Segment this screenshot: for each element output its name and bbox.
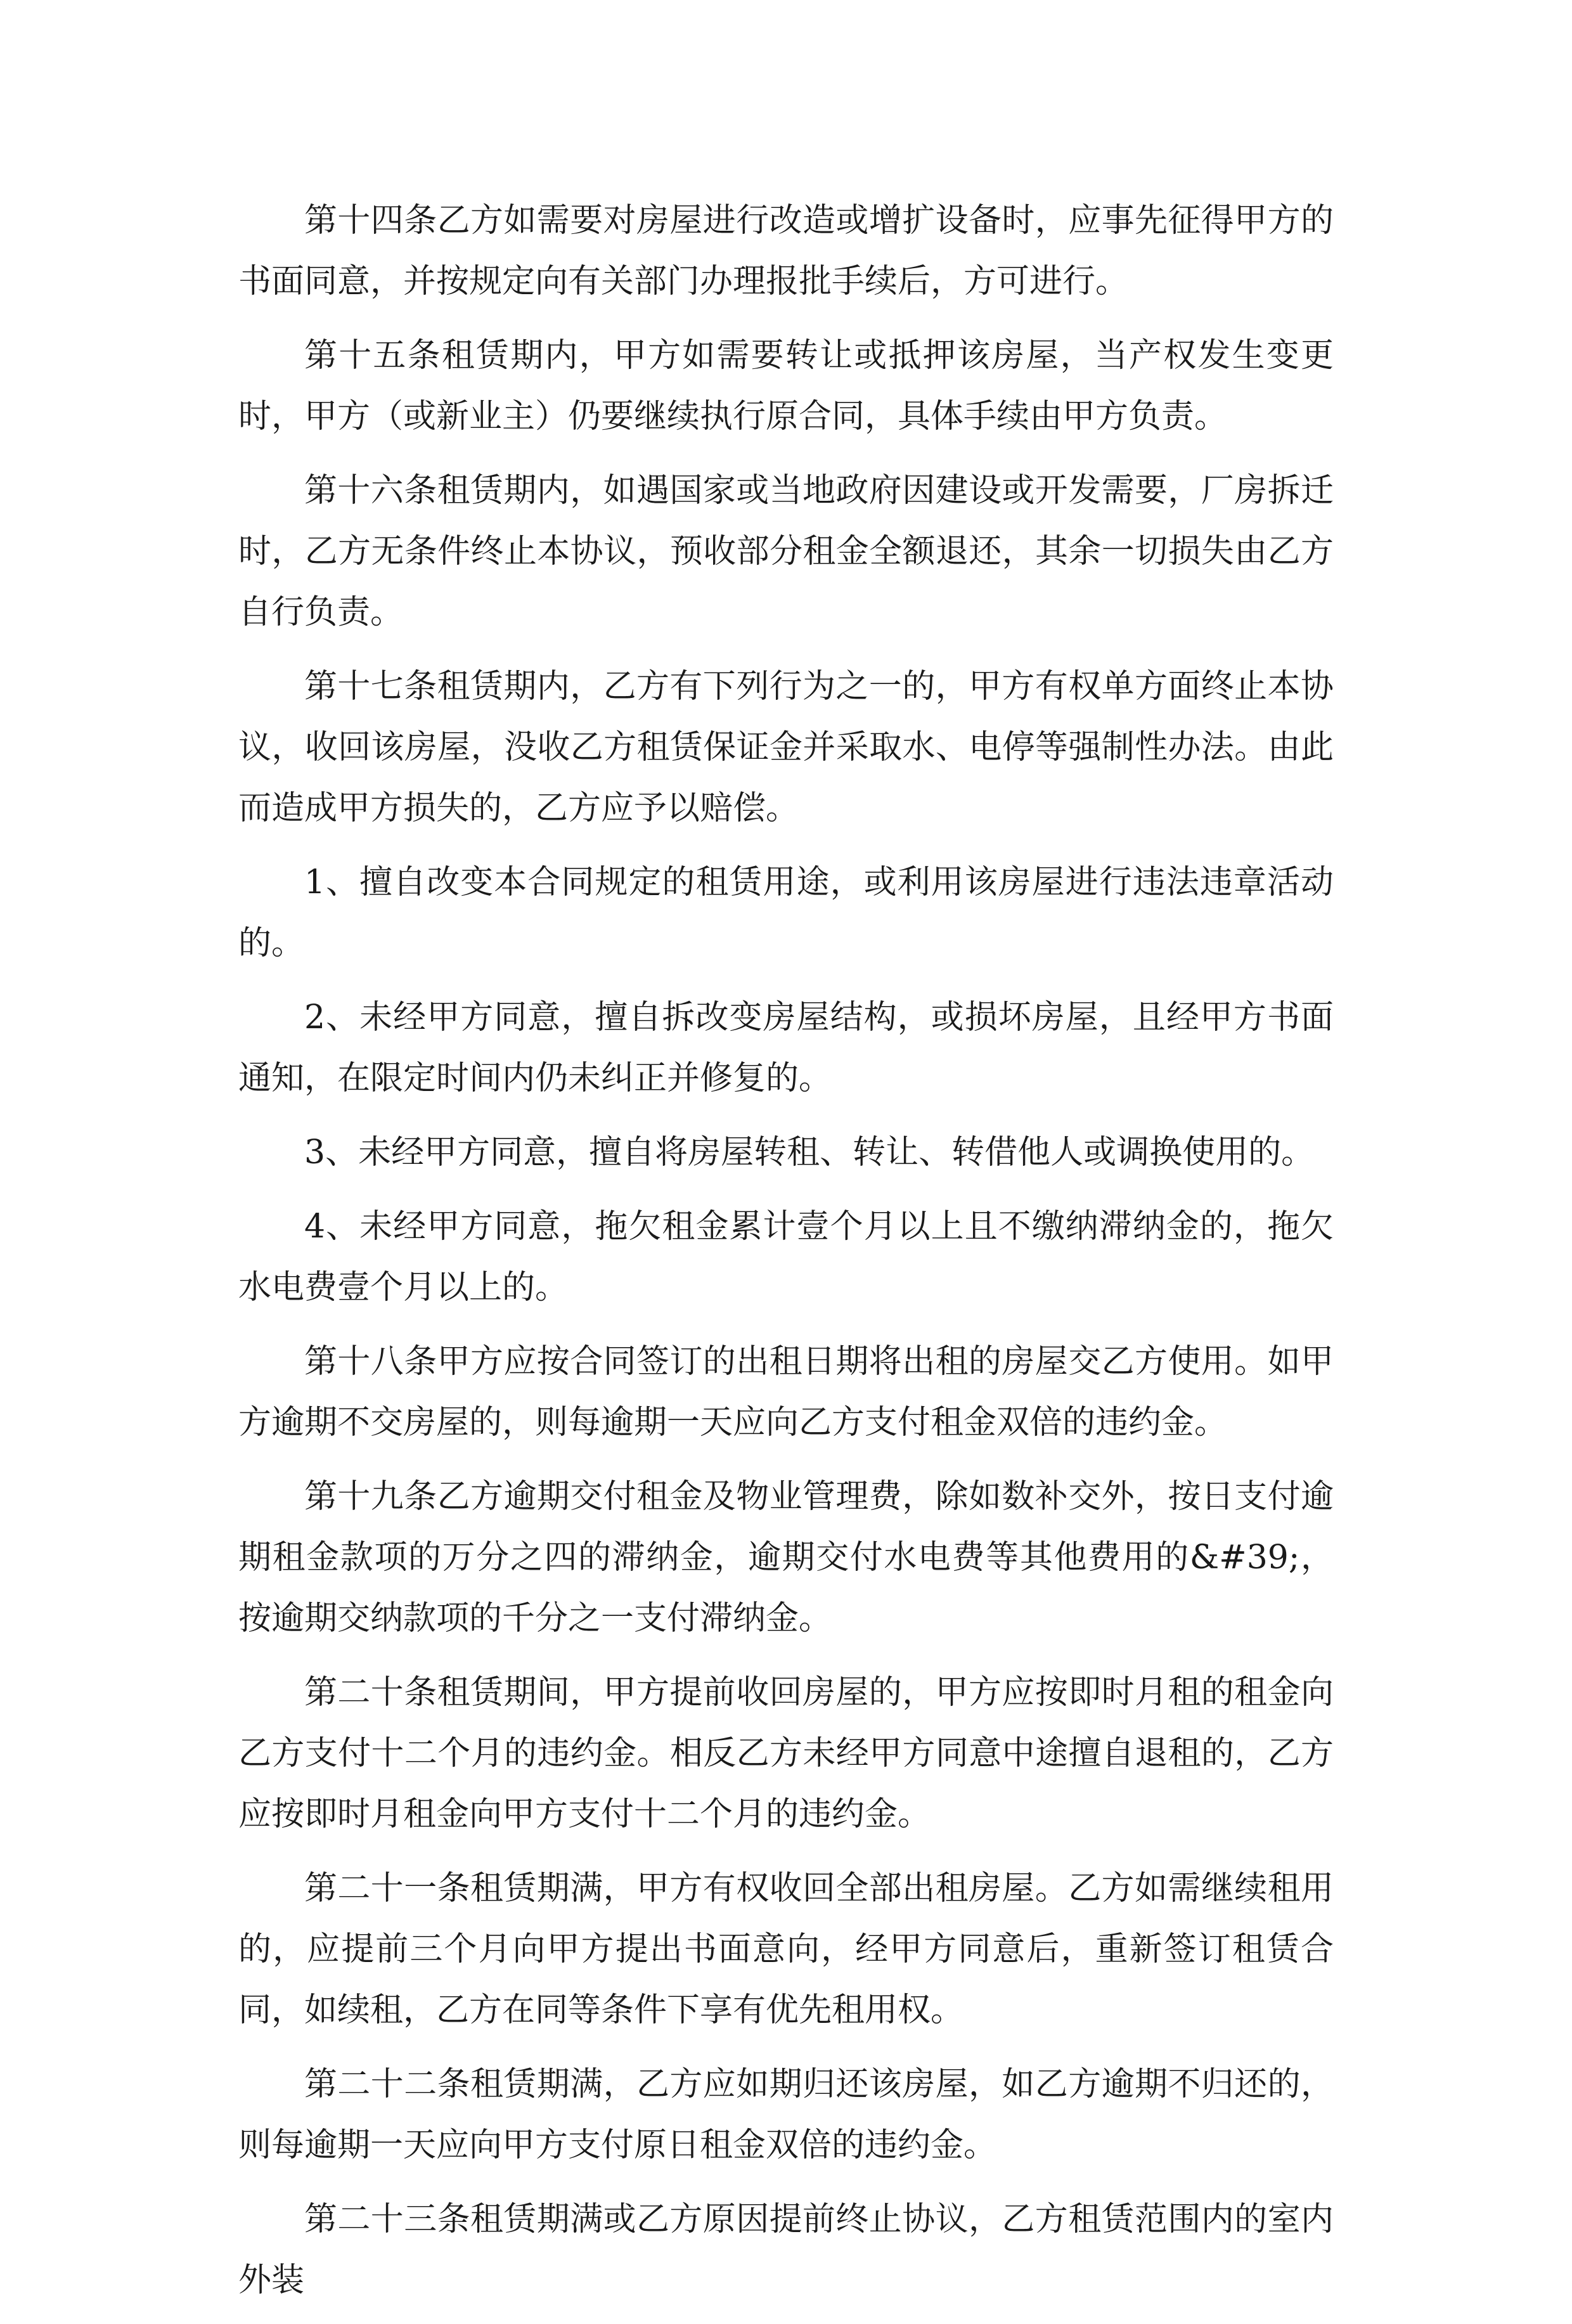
- clause-17-item-4: 4、未经甲方同意，拖欠租金累计壹个月以上且不缴纳滞纳金的，拖欠水电费壹个月以上的。: [238, 1208, 1334, 1307]
- clause-19: 第十九条乙方逾期交付租金及物业管理费，除如数补交外，按日支付逾期租金款项的万分之四的滞纳金，逾期交付水电费等其他费用的&#39;，按逾期交纳款项的千分之一支付滞纳金。: [238, 1478, 1334, 1637]
- clause-16: 第十六条租赁期内，如遇国家或当地政府因建设或开发需要，厂房拆迁时，乙方无条件终止本协议，预收部分租金全额退还，其余一切损失由乙方自行负责。: [238, 472, 1334, 631]
- document-body: [238, 190, 1334, 2324]
- clause-17-item-3: 3、未经甲方同意，擅自将房屋转租、转让、转借他人或调换使用的。: [304, 1133, 1315, 1172]
- clause-17-item-2: 2、未经甲方同意，擅自拆改变房屋结构，或损坏房屋，且经甲方书面通知，在限定时间内仍未纠正并修复的。: [238, 998, 1334, 1097]
- clause-15: 第十五条租赁期内，甲方如需要转让或抵押该房屋，当产权发生变更时，甲方（或新业主）仍要继续执行原合同，具体手续由甲方负责。: [238, 337, 1334, 436]
- clause-23: 第二十三条租赁期满或乙方原因提前终止协议，乙方租赁范围内的室内外装: [238, 2200, 1334, 2299]
- clause-17: 第十七条租赁期内，乙方有下列行为之一的，甲方有权单方面终止本协议，收回该房屋，没收乙方租赁保证金并采取水、电停等强制性办法。由此而造成甲方损失的，乙方应予以赔偿。: [238, 668, 1334, 827]
- clause-14: 第十四条乙方如需要对房屋进行改造或增扩设备时，应事先征得甲方的书面同意，并按规定向有关部门办理报批手续后，方可进行。: [238, 202, 1334, 300]
- clause-17-item-1: 1、擅自改变本合同规定的租赁用途，或利用该房屋进行违法违章活动的。: [238, 863, 1334, 962]
- clause-18: 第十八条甲方应按合同签订的出租日期将出租的房屋交乙方使用。如甲方逾期不交房屋的，则每逾期一天应向乙方支付租金双倍的违约金。: [238, 1343, 1334, 1442]
- clause-21: 第二十一条租赁期满，甲方有权收回全部出租房屋。乙方如需继续租用的，应提前三个月向甲方提出书面意向，经甲方同意后，重新签订租赁合同，如续租，乙方在同等条件下享有优先租用权。: [238, 1869, 1334, 2029]
- clause-22: 第二十二条租赁期满，乙方应如期归还该房屋，如乙方逾期不归还的，则每逾期一天应向甲方支付原日租金双倍的违约金。: [238, 2065, 1334, 2164]
- clause-20: 第二十条租赁期间，甲方提前收回房屋的，甲方应按即时月租的租金向乙方支付十二个月的违约金。相反乙方未经甲方同意中途擅自退租的，乙方应按即时月租金向甲方支付十二个月的违约金。: [238, 1674, 1334, 1833]
